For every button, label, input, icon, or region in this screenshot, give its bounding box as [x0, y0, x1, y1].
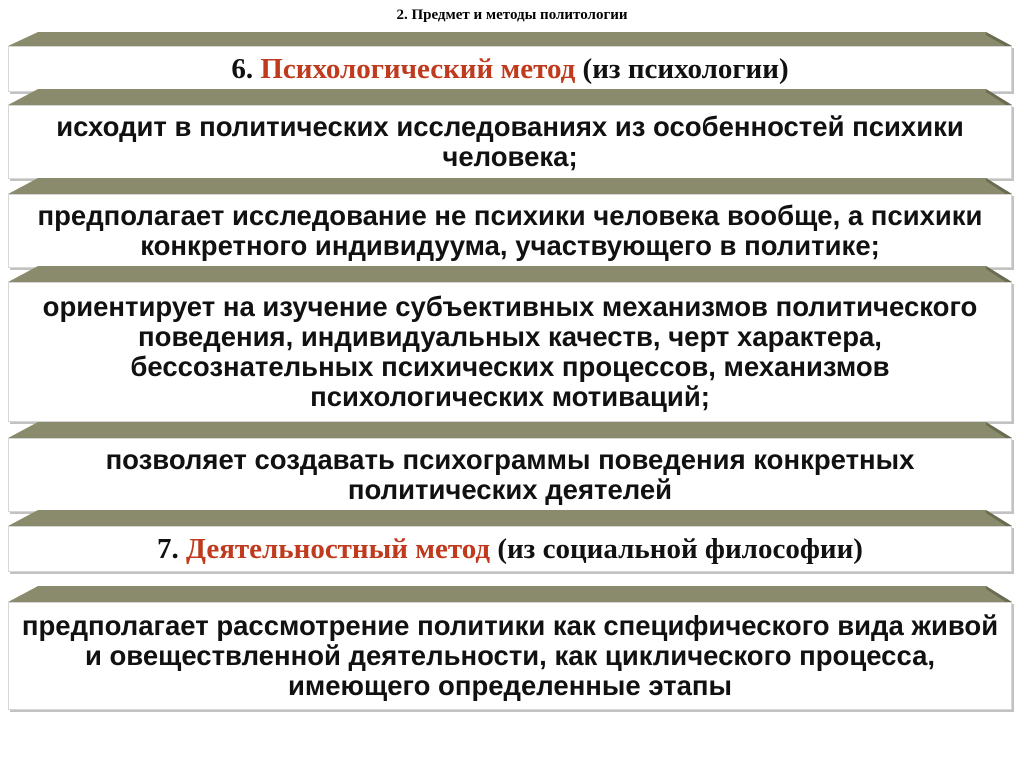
method-6-point-3: ориентирует на изучение субъективных механизмов политического поведения, индивидуальных качеств, черт характера, бессознательных психических процессов, механизмов психологических мотиваций; [8, 282, 1012, 422]
method-7-name: Деятельностный метод [186, 533, 491, 565]
method-6-point-4: позволяет создавать психограммы поведения конкретных политических деятелей [8, 438, 1012, 512]
method-7-number: 7. [157, 533, 179, 565]
method-6-number: 6. [231, 53, 254, 85]
method-6-point-1-block [8, 89, 1016, 181]
method-6-name: Психологический метод [260, 53, 576, 85]
method-6-header-block [8, 32, 1016, 94]
method-6-point-2: предполагает исследование не психики человека вообще, а психики конкретного индивидуума, участвующего в политике; [8, 194, 1012, 268]
method-7-point-1-block [8, 586, 1016, 712]
slide-title: 2. Предмет и методы политологии [396, 7, 628, 23]
method-6-point-3-block [8, 266, 1016, 424]
method-6-point-1: исходит в политических исследованиях из особенностей психики человека; [8, 105, 1012, 179]
method-6-point-4-block [8, 422, 1016, 514]
method-6-header [8, 46, 1012, 92]
method-7-header [8, 526, 1012, 572]
method-6-source: (из психологии) [582, 53, 789, 85]
method-6-point-2-block [8, 178, 1016, 270]
method-7-header-block [8, 510, 1016, 574]
method-7-point-1: предполагает рассмотрение политики как специфического вида живой и овеществленной деятельности, как циклического процесса, имеющего определенные этапы [8, 602, 1012, 710]
method-7-source: (из социальной философии) [497, 533, 863, 565]
